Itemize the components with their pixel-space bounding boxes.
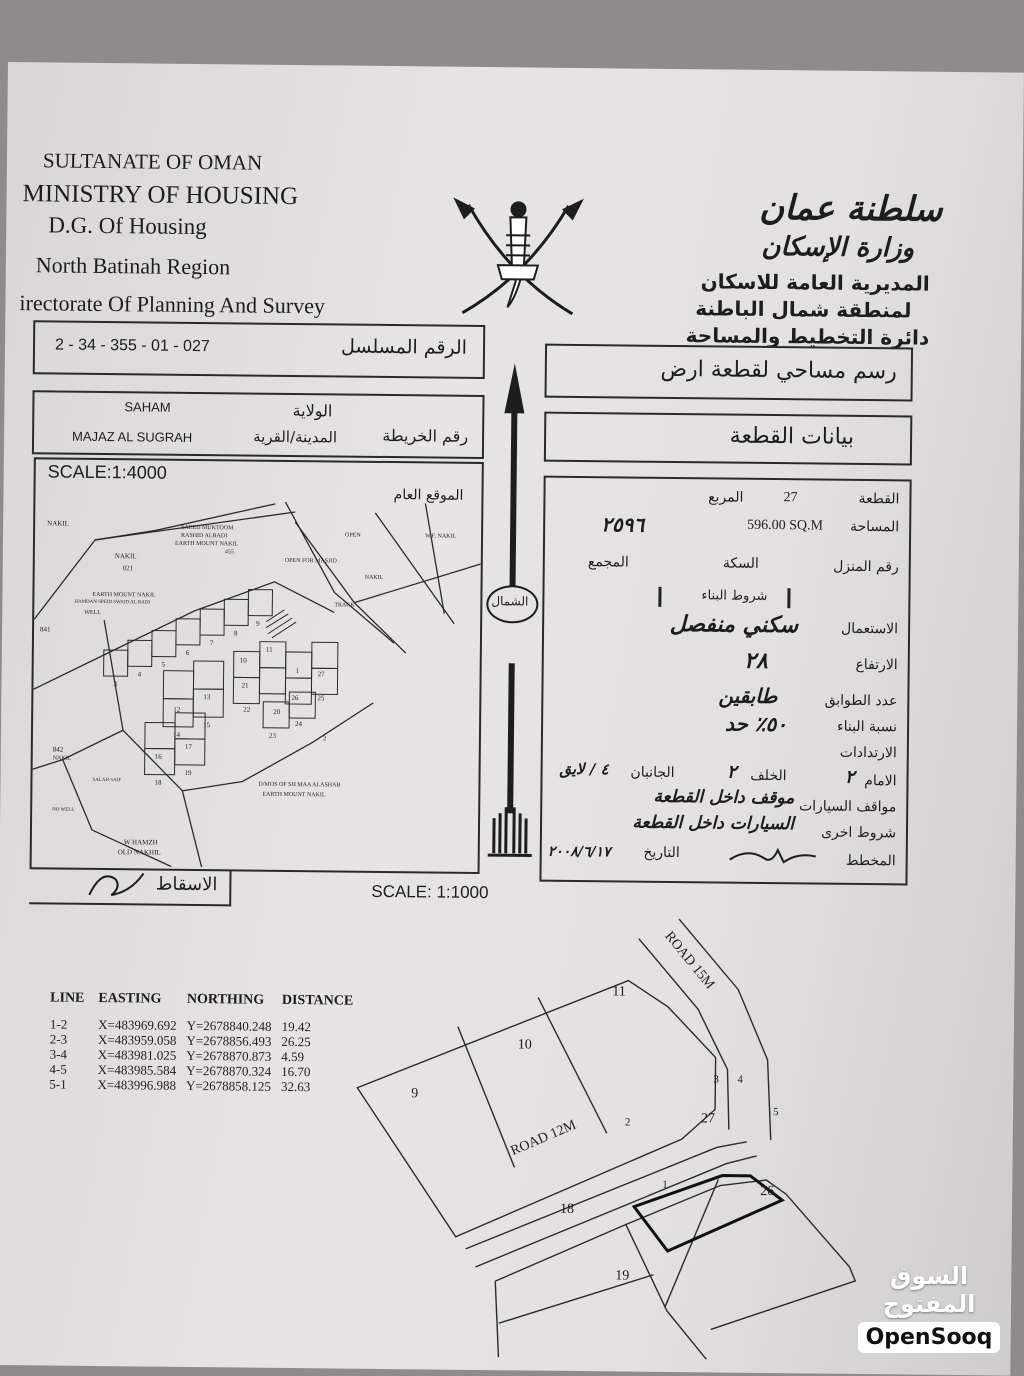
use-label: الاستعمال: [841, 621, 898, 638]
key-map-plot-number: 21: [241, 681, 248, 689]
serial-number: 2 - 34 - 355 - 01 - 027: [55, 337, 210, 357]
key-map-text: 455: [225, 549, 234, 555]
key-map-text: SAEED MUKTOOM: [181, 525, 233, 532]
header-ministry: MINISTRY OF HOUSING: [22, 180, 298, 211]
height-label: الارتفاع: [855, 657, 897, 673]
table-cell: X=483969.692: [98, 1017, 187, 1033]
key-map-plot-number: 1: [296, 667, 300, 675]
house-number-label: رقم المنزل: [833, 559, 899, 576]
header-directorate: irectorate Of Planning And Survey: [19, 290, 325, 319]
key-map-plot-number: 15: [203, 721, 210, 729]
complex-label: المجمع: [588, 554, 629, 570]
header-ar-directorate: دائرة التخطيط والمساحة: [686, 323, 930, 350]
boundary-point: 5: [773, 1106, 779, 1118]
table-cell: X=483985.584: [98, 1062, 187, 1078]
projection-label: الاسقاط: [156, 874, 218, 896]
key-map-label: الموقع العام: [393, 487, 463, 504]
north-label: الشمال: [491, 594, 528, 608]
key-map-plot-number: 13: [203, 693, 210, 701]
table-cell: 26.25: [281, 1034, 366, 1050]
column-header: LINE: [50, 990, 99, 1017]
setbacks-label: الارتدادات: [840, 745, 897, 762]
front-value: ٢: [845, 767, 855, 788]
watermark-badge: OpenSooq: [858, 1322, 1001, 1353]
boundary-point: 2: [625, 1117, 631, 1129]
projection-signature-icon: [81, 865, 151, 906]
key-map-plot-number: 22: [243, 705, 250, 713]
key-map-plot-number: 3: [113, 680, 117, 688]
key-map-plot-number: 19: [185, 769, 192, 777]
table-row: [49, 1076, 366, 1094]
area-value: 596.00 SQ.M: [747, 518, 823, 535]
conditions-bracket: [658, 587, 790, 608]
key-map-text: OPEN: [345, 533, 361, 539]
floors-value: طابقين: [718, 683, 777, 708]
key-map-text: NAKIL: [115, 552, 137, 560]
title-box: [545, 344, 914, 402]
detail-plot-19: 19: [615, 1268, 629, 1284]
road-15m-label: ROAD 15M: [661, 929, 718, 993]
key-map-text: 842: [53, 746, 64, 754]
parking-value: موقف داخل القطعة: [653, 787, 794, 808]
table-cell: X=483959.058: [98, 1032, 187, 1048]
table-cell: Y=2678856.493: [186, 1033, 281, 1049]
plot-info-box: [539, 476, 911, 886]
key-map-text: EARTH MOUNT NAKIL: [262, 792, 325, 799]
conditions-title: شروط البناء: [701, 588, 767, 604]
key-map-text: 021: [123, 564, 134, 572]
coordinates-table: [49, 990, 367, 1094]
front-label: الامام: [864, 773, 896, 789]
map-number-label: رقم الخريطة: [382, 426, 468, 446]
serial-label: الرقم المسلسل: [341, 336, 467, 359]
key-map-text: NAKIL: [47, 519, 69, 527]
block-label: المربع: [708, 489, 743, 505]
header-ar-ministry: وزارة الإسكان: [761, 232, 914, 264]
location-box: [32, 390, 485, 459]
detail-map-drawing: [334, 876, 899, 1362]
key-map-text: W.F. NAKIL: [425, 533, 456, 539]
detail-plot-26: 26: [760, 1184, 774, 1200]
header-ar-region: لمنطقة شمال الباطنة: [695, 296, 911, 322]
height-value: ٢٨: [744, 648, 768, 674]
column-header: NORTHING: [187, 992, 282, 1019]
wilayat-value: SAHAM: [124, 399, 170, 414]
column-header: EASTING: [98, 991, 187, 1018]
road-12m-label: ROAD 12M: [509, 1118, 579, 1160]
serial-box: [33, 320, 486, 379]
key-map-plot-number: 18: [154, 779, 161, 787]
wilayat-label: الولاية: [293, 401, 333, 420]
planner-signature-icon: [728, 842, 818, 869]
title-text: رسم مساحي لقطعة ارض: [660, 357, 897, 384]
back-value: ٢: [727, 762, 737, 783]
detail-plot-9: 9: [411, 1086, 418, 1102]
date-value: ٢٠٠٨/٦/١٧: [548, 844, 611, 861]
use-value: سكني منفصل: [669, 611, 798, 638]
key-map-text: EARTH MOUNT NAKIL: [92, 592, 155, 599]
key-map-plot-number: 10: [240, 656, 247, 664]
key-map-plot-number: 27: [318, 670, 325, 678]
key-map-plot-number: 5: [162, 661, 166, 669]
key-map-text: RASHID ALBADI: [181, 533, 227, 539]
table-cell: Y=2678858.125: [186, 1078, 281, 1094]
key-map-plot-number: 4: [138, 670, 142, 678]
key-map-text: NAKIL: [365, 575, 384, 581]
table-cell: 1-2: [50, 1016, 98, 1032]
key-map-text: D/MOS OF SH MAA ALASHAB: [258, 782, 340, 789]
floors-label: عدد الطوابق: [825, 693, 898, 710]
parking-label: مواقف السيارات: [799, 798, 896, 815]
table-cell: 3-4: [50, 1046, 98, 1062]
table-cell: 16.70: [281, 1064, 366, 1080]
key-map-plot-number: 26: [291, 694, 298, 702]
area-label: المساحة: [850, 519, 899, 536]
boundary-point: 3: [713, 1073, 719, 1085]
key-map-scale: SCALE:1:4000: [48, 461, 167, 483]
key-map-plot-number: 7: [210, 639, 214, 647]
plot-value: 27: [783, 490, 797, 506]
key-map-plot-number: 14: [173, 731, 180, 739]
table-cell: X=483996.988: [97, 1077, 186, 1093]
coverage-label: نسبة البناء: [837, 719, 897, 736]
key-map-plot-number: 25: [317, 694, 324, 702]
key-map-plot-number: 2: [323, 734, 327, 742]
boundary-point: 4: [737, 1074, 743, 1086]
key-map-plot-number: 20: [273, 708, 280, 716]
table-cell: X=483981.025: [98, 1047, 187, 1063]
north-label-ellipse: [486, 585, 538, 624]
other-conditions-value: السيارات داخل القطعة: [632, 813, 794, 835]
opensooq-watermark: [856, 1262, 1002, 1342]
street-label: السكة: [723, 556, 759, 572]
oman-emblem-icon: [437, 195, 598, 327]
table-cell: 32.63: [281, 1079, 366, 1095]
detail-plot-18: 18: [560, 1202, 574, 1218]
key-map-text: EARTH MOUNT NAKIL: [175, 541, 238, 548]
key-map-text: W HAMZH: [124, 838, 158, 846]
detail-scale: SCALE: 1:1000: [371, 882, 488, 903]
key-map-plot-number: 12: [173, 706, 180, 714]
plot-data-title-box: [544, 412, 913, 466]
projection-box: [29, 868, 231, 906]
header-dg: D.G. Of Housing: [48, 212, 207, 240]
key-map-text: OPEN FOR MASJID: [285, 558, 337, 565]
sides-value: ٤ / لايق: [559, 760, 608, 779]
village-label: المدينة/القرية: [253, 428, 337, 447]
header-ar-dg: المديرية العامة للاسكان: [701, 269, 930, 295]
key-map: [30, 457, 484, 874]
key-map-plot-number: 9: [256, 620, 260, 628]
table-cell: 4-5: [49, 1061, 97, 1077]
watermark-arabic: السوق المفتوح: [856, 1262, 1002, 1318]
column-header: DISTANCE: [282, 993, 368, 1020]
table-cell: 4.59: [281, 1049, 366, 1065]
back-label: الخلف: [750, 768, 786, 784]
key-map-drawing: [32, 499, 482, 870]
plot-data-title: بيانات القطعة: [730, 424, 855, 450]
key-map-text: TRACK: [334, 602, 354, 608]
key-map-text: SALAH SAIF: [92, 778, 121, 783]
village-value: MAJAZ AL SUGRAH: [72, 429, 192, 445]
key-map-plot-number: 8: [234, 629, 238, 637]
other-conditions-label: شروط اخرى: [821, 825, 896, 842]
table-cell: Y=2678840.248: [187, 1018, 282, 1034]
coverage-value: ٥٠٪ حد: [725, 712, 787, 737]
key-map-text: HAMDAN SPEID SWAID AL BADI: [74, 600, 150, 606]
table-cell: 5-1: [49, 1076, 97, 1092]
planner-label: المخطط: [846, 853, 896, 870]
key-map-plot-number: 11: [266, 646, 273, 654]
key-map-text: NO WELL: [52, 808, 74, 813]
area-handwritten: ٢٥٩٦: [601, 512, 644, 536]
date-label: التاريخ: [643, 845, 680, 861]
key-map-text: OLD NAKHIL: [118, 848, 161, 856]
detail-plot-11: 11: [612, 984, 626, 1000]
survey-sheet: [0, 62, 1024, 1376]
table-cell: 19.42: [282, 1019, 367, 1035]
key-map-text: 841: [40, 625, 51, 633]
detail-plot-27: 27: [701, 1111, 715, 1127]
key-map-plot-number: 24: [295, 720, 302, 728]
key-map-plot-number: 6: [186, 649, 190, 657]
table-cell: Y=2678870.324: [186, 1063, 281, 1079]
key-map-text: NAKIL: [53, 756, 72, 762]
sides-label: الجانبان: [630, 765, 674, 781]
key-map-plot-number: 16: [155, 753, 162, 761]
detail-plot-10: 10: [518, 1037, 532, 1053]
header-ar-country: سلطنة عمان: [759, 188, 943, 230]
key-map-text: WELL: [84, 610, 101, 616]
header-region: North Batinah Region: [36, 252, 231, 280]
key-map-plot-number: 23: [269, 732, 276, 740]
table-cell: 2-3: [50, 1031, 98, 1047]
table-header-row: [50, 990, 367, 1019]
boundary-point: 1: [662, 1179, 668, 1191]
plot-label: القطعة: [858, 491, 899, 507]
header-country: SULTANATE OF OMAN: [43, 148, 262, 175]
table-cell: Y=2678870.873: [186, 1048, 281, 1064]
key-map-plot-number: 17: [185, 743, 192, 751]
